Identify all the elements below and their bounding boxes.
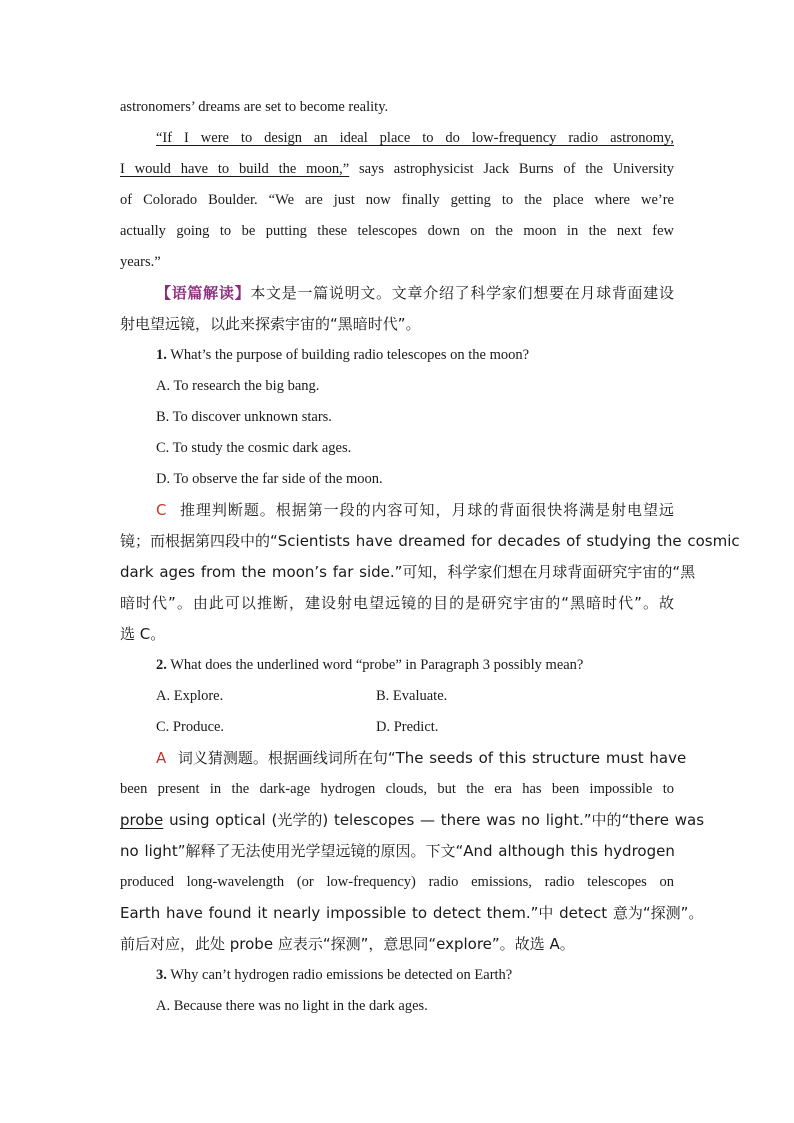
option-c: C. To study the cosmic dark ages. [156, 440, 352, 456]
explanation-line: 前后对应，此处 probe 应表示“探测”，意思同“explore”。故选 A。 [120, 935, 575, 953]
option-a: A. Explore. [156, 688, 224, 704]
option-d: D. To observe the far side of the moon. [156, 471, 383, 487]
passage-line: of Colorado Boulder. “We are just now finally getting to the place where we’re [120, 192, 674, 208]
question-1 [120, 340, 674, 371]
answer-key: C [156, 501, 167, 519]
question-number: 1. [156, 347, 167, 363]
question-number: 3. [156, 967, 167, 983]
question-number: 2. [156, 657, 167, 673]
underlined-quote: “If I were to design an ideal place to do low-frequency radio astronomy, [156, 130, 674, 146]
explanation-line: A 词义猜测题。根据画线词所在句“The seeds of this structure must have [156, 749, 687, 767]
underlined-word: probe [120, 811, 164, 829]
document-page [120, 92, 740, 1022]
answer-key: A [156, 749, 167, 767]
reading-summary-line: 射电望远镜，以此来探索宇宙的“黑暗时代”。 [120, 315, 421, 333]
explanation-line: dark ages from the moon’s far side.”可知，科学家们想在月球背面研究宇宙的“黑 [120, 563, 696, 581]
explanation-line: no light”解释了无法使用光学望远镜的原因。下文“And although this hydrogen [120, 842, 675, 860]
explanation-line: Earth have found it nearly impossible to detect them.”中 detect 意为“探测”。 [120, 904, 704, 922]
explanation-line: been present in the dark-age hydrogen clouds, but the era has been impossible to [120, 781, 674, 797]
explanation-line: 暗时代”。由此可以推断，建设射电望远镜的目的是研究宇宙的“黑暗时代”。故 [120, 594, 674, 612]
question-stem: What does the underlined word “probe” in Paragraph 3 possibly mean? [170, 657, 584, 673]
option-a: A. To research the big bang. [156, 378, 320, 394]
option-d: D. Predict. [376, 719, 439, 735]
underlined-quote: I would have to build the moon,” [120, 161, 350, 177]
option-row [120, 712, 674, 743]
reading-summary: 【语篇解读】本文是一篇说明文。文章介绍了科学家们想要在月球背面建设 [156, 284, 674, 302]
explanation-line: 选 C。 [120, 625, 166, 643]
question-stem: Why can’t hydrogen radio emissions be detected on Earth? [170, 967, 513, 983]
question-3 [120, 960, 674, 991]
question-2 [120, 650, 674, 681]
passage-line: years.” [120, 254, 161, 270]
option-a: A. Because there was no light in the dark ages. [156, 998, 428, 1014]
explanation-line: 镜；而根据第四段中的“Scientists have dreamed for decades of studying the cosmic [120, 532, 740, 550]
explanation-line: C 推理判断题。根据第一段的内容可知，月球的背面很快将满是射电望远 [156, 501, 674, 519]
option-b: B. To discover unknown stars. [156, 409, 332, 425]
explanation-line: produced long-wavelength (or low-frequency) radio emissions, radio telescopes on [120, 874, 674, 890]
question-stem: What’s the purpose of building radio telescopes on the moon? [170, 347, 530, 363]
option-row [120, 681, 674, 712]
reading-label: 【语篇解读】 [156, 284, 251, 302]
passage-line: actually going to be putting these telescopes down on the moon in the next few [120, 223, 674, 239]
passage-line: I would have to build the moon,” says astrophysicist Jack Burns of the University [120, 161, 674, 177]
option-b: B. Evaluate. [376, 688, 448, 704]
explanation-line: probe using optical (光学的) telescopes — there was no light.”中的“there was [120, 811, 705, 829]
option-c: C. Produce. [156, 719, 225, 735]
passage-quote-line [120, 123, 674, 154]
passage-line: astronomers’ dreams are set to become reality. [120, 99, 389, 115]
